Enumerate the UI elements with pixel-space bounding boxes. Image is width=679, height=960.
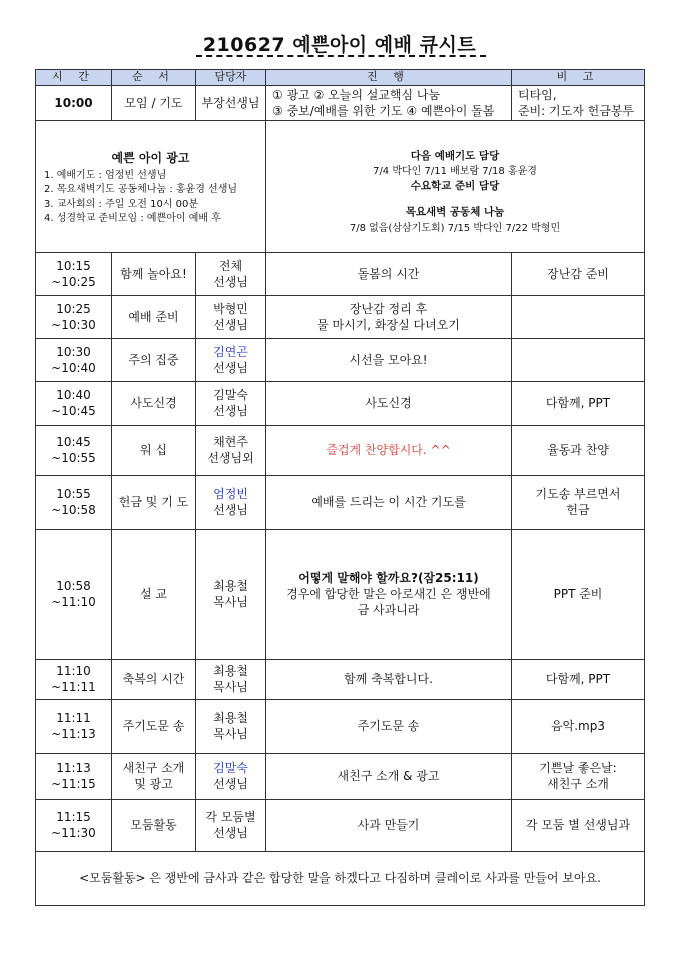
person-name: 최용철 xyxy=(213,579,248,594)
meeting-note xyxy=(512,85,645,120)
order-cell xyxy=(112,425,196,475)
note-text: 각 모둠 별 선생님과 xyxy=(525,818,631,833)
person-cell xyxy=(196,252,266,295)
person-name: 박형민 xyxy=(213,301,248,316)
note-cell xyxy=(512,699,645,753)
progress-cell xyxy=(266,425,512,475)
meeting-note-line2: 준비: 기도자 헌금봉투 xyxy=(518,103,635,118)
meeting-progress-line1: ① 광고 ② 오늘의 설교핵심 나눔 xyxy=(272,87,441,102)
person-cell xyxy=(196,699,266,753)
meeting-time: 10:00 xyxy=(36,85,112,120)
progress-text: 돌봄의 시간 xyxy=(357,266,420,281)
person-role: 선생님 xyxy=(213,274,248,289)
time-end: ~10:30 xyxy=(51,317,96,332)
progress-text: 주기도문 송 xyxy=(357,719,420,734)
order-label: 주기도문 송 xyxy=(122,719,185,734)
person-role: 선생님 xyxy=(213,777,248,792)
time-cell xyxy=(36,295,112,338)
header-time: 시 간 xyxy=(36,70,112,86)
person-cell xyxy=(196,799,266,851)
schedule-row xyxy=(36,659,645,699)
announcement-item: 4. 성경학교 준비모임 : 예쁜아이 예배 후 xyxy=(44,213,221,225)
person-name: 각 모둠별 xyxy=(205,810,256,825)
header-progress: 진 행 xyxy=(266,70,512,86)
time-start: 10:40 xyxy=(56,388,91,403)
schedule-row xyxy=(36,425,645,475)
progress-cell xyxy=(266,659,512,699)
time-start: 11:13 xyxy=(56,761,91,776)
person-role: 목사님 xyxy=(213,680,248,695)
schedule-row xyxy=(36,295,645,338)
time-end: ~11:11 xyxy=(51,680,96,695)
note-text: 기도송 부르면서 xyxy=(535,487,621,502)
person-cell xyxy=(196,381,266,425)
time-start: 10:15 xyxy=(56,258,91,273)
order-cell xyxy=(112,529,196,659)
progress-cell xyxy=(266,475,512,529)
footer-row xyxy=(36,851,645,905)
schedule-row xyxy=(36,381,645,425)
progress-text: 사도신경 xyxy=(365,396,412,411)
order-cell xyxy=(112,252,196,295)
announcements-list xyxy=(39,166,262,227)
time-start: 10:55 xyxy=(56,487,91,502)
order-label: 축복의 시간 xyxy=(122,672,185,687)
progress-text: 사과 만들기 xyxy=(357,818,420,833)
sermon-title: 어떻게 말해야 할까요?(잠25:11) xyxy=(298,571,479,586)
time-end: ~11:15 xyxy=(51,777,96,792)
person-name: 채현주 xyxy=(213,435,248,450)
meeting-progress-line2: ③ 중보/예배를 위한 기도 ④ 예쁜아이 돌봄 xyxy=(272,103,495,118)
time-start: 11:10 xyxy=(56,664,91,679)
time-start: 10:30 xyxy=(56,344,91,359)
order-cell xyxy=(112,381,196,425)
header-order: 순 서 xyxy=(112,70,196,86)
order-cell xyxy=(112,295,196,338)
announcement-item: 2. 목요새벽기도 공동체나눔 : 홍윤경 선생님 xyxy=(44,184,238,196)
meeting-person: 부장선생님 xyxy=(196,85,266,120)
next-duties-cell xyxy=(266,120,645,252)
note-text: 장난감 준비 xyxy=(547,266,609,281)
order-cell xyxy=(112,799,196,851)
progress-cell xyxy=(266,753,512,799)
notice-row xyxy=(36,120,645,252)
person-role: 선생님외 xyxy=(207,451,254,466)
person-role: 목사님 xyxy=(213,595,248,610)
progress-text: 즐겁게 찬양합시다. ^^ xyxy=(326,443,451,458)
announcements-cell xyxy=(36,120,266,252)
sermon-verse-line1: 경우에 합당한 말은 아로새긴 은 쟁반에 xyxy=(286,587,491,602)
time-cell xyxy=(36,381,112,425)
order-label: 주의 집중 xyxy=(128,352,179,367)
schedule-row xyxy=(36,475,645,529)
schedule-row xyxy=(36,529,645,659)
schedule-row xyxy=(36,699,645,753)
order-cell xyxy=(112,475,196,529)
note-text: PPT 준비 xyxy=(553,587,603,602)
time-end: ~11:13 xyxy=(51,727,96,742)
time-cell xyxy=(36,659,112,699)
note-cell xyxy=(512,295,645,338)
progress-cell xyxy=(266,699,512,753)
person-cell xyxy=(196,425,266,475)
progress-text: 새친구 소개 & 광고 xyxy=(337,769,440,784)
time-cell xyxy=(36,753,112,799)
note-cell xyxy=(512,475,645,529)
time-cell xyxy=(36,338,112,381)
person-cell xyxy=(196,659,266,699)
progress-cell xyxy=(266,295,512,338)
time-cell xyxy=(36,529,112,659)
person-name: 전체 xyxy=(218,258,243,273)
schedule-row xyxy=(36,799,645,851)
progress-cell xyxy=(266,799,512,851)
progress-cell xyxy=(266,529,512,659)
time-start: 11:11 xyxy=(56,711,91,726)
time-end: ~10:58 xyxy=(51,503,96,518)
person-cell xyxy=(196,529,266,659)
time-cell xyxy=(36,252,112,295)
meeting-order: 모임 / 기도 xyxy=(112,85,196,120)
person-cell xyxy=(196,295,266,338)
person-name: 김말숙 xyxy=(213,388,248,403)
cue-sheet-table xyxy=(35,69,645,906)
announcement-item: 1. 예배기도 : 엄정빈 선생님 xyxy=(44,169,167,181)
announcement-item: 3. 교사회의 : 주일 오전 10시 00분 xyxy=(44,198,199,210)
schedule-row xyxy=(36,252,645,295)
prayer-duty-title: 다음 예배기도 담당 xyxy=(410,149,500,162)
thursday-sharing-title: 목요새벽 공동체 나눔 xyxy=(405,206,505,219)
time-end: ~10:40 xyxy=(51,360,96,375)
note-cell xyxy=(512,659,645,699)
person-cell xyxy=(196,475,266,529)
note-text-2: 새친구 소개 xyxy=(547,777,609,792)
note-text: 다함께, PPT xyxy=(545,672,611,687)
order-cell xyxy=(112,338,196,381)
time-start: 10:45 xyxy=(56,435,91,450)
person-role: 선생님 xyxy=(213,404,248,419)
note-text: 기쁜날 좋은날: xyxy=(539,761,617,776)
note-cell xyxy=(512,753,645,799)
note-text: 음악.mp3 xyxy=(551,719,605,734)
person-name: 엄정빈 xyxy=(213,487,248,502)
time-cell xyxy=(36,425,112,475)
progress-text: 함께 축복합니다. xyxy=(344,672,433,687)
note-text: 다함께, PPT xyxy=(545,396,611,411)
person-role: 목사님 xyxy=(213,727,248,742)
schedule-row xyxy=(36,338,645,381)
order-label: 모둠활동 xyxy=(130,818,177,833)
time-end: ~10:45 xyxy=(51,404,96,419)
order-cell xyxy=(112,753,196,799)
person-name: 최용철 xyxy=(213,711,248,726)
order-label: 워 십 xyxy=(140,443,167,458)
progress-cell xyxy=(266,338,512,381)
time-cell xyxy=(36,799,112,851)
note-cell xyxy=(512,338,645,381)
thursday-sharing-list: 7/8 없음(삼삼기도회) 7/15 박다인 7/22 박형민 xyxy=(349,222,561,234)
schedule-row xyxy=(36,753,645,799)
note-cell xyxy=(512,252,645,295)
time-cell xyxy=(36,475,112,529)
header-note: 비 고 xyxy=(512,70,645,86)
time-end: ~11:10 xyxy=(51,595,96,610)
order-cell xyxy=(112,659,196,699)
time-start: 10:25 xyxy=(56,301,91,316)
person-name: 김연곤 xyxy=(213,344,248,359)
progress-cell xyxy=(266,252,512,295)
note-cell xyxy=(512,529,645,659)
order-label: 함께 놀아요! xyxy=(120,266,187,281)
wednesday-duty-title: 수요학교 준비 담당 xyxy=(410,180,500,193)
prayer-duty-list: 7/4 박다인 7/11 배보람 7/18 홍윤경 xyxy=(373,166,537,178)
order-label: 예배 준비 xyxy=(128,309,179,324)
time-end: ~11:30 xyxy=(51,826,96,841)
note-cell xyxy=(512,799,645,851)
order-cell xyxy=(112,699,196,753)
meeting-note-line1: 티타임, xyxy=(518,87,557,102)
note-cell xyxy=(512,381,645,425)
progress-cell xyxy=(266,381,512,425)
footer-note: <모둠활동> 은 쟁반에 금사과 같은 합당한 말을 하겠다고 다짐하며 클레이로 사과를 만들어 보아요. xyxy=(36,851,645,905)
time-start: 11:15 xyxy=(56,810,91,825)
header-row xyxy=(36,70,645,86)
order-label: 새친구 소개 및 광고 xyxy=(122,761,185,792)
progress-text: 장난감 정리 후 xyxy=(349,301,428,316)
person-cell xyxy=(196,753,266,799)
person-role: 선생님 xyxy=(213,826,248,841)
time-end: ~10:25 xyxy=(51,274,96,289)
note-text: 율동과 찬양 xyxy=(547,443,609,458)
person-name: 최용철 xyxy=(213,664,248,679)
announcements-title: 예쁜 아이 광고 xyxy=(111,150,190,165)
progress-text: 시선을 모아요! xyxy=(349,352,428,367)
time-start: 10:58 xyxy=(56,579,91,594)
meeting-progress xyxy=(266,85,512,120)
header-person: 담당자 xyxy=(196,70,266,86)
time-end: ~10:55 xyxy=(51,451,96,466)
person-role: 선생님 xyxy=(213,317,248,332)
person-cell xyxy=(196,338,266,381)
title-underline xyxy=(196,55,486,57)
order-label: 설 교 xyxy=(140,587,167,602)
page-title: 210627 예쁜아이 예배 큐시트 xyxy=(202,34,477,56)
order-label: 헌금 및 기 도 xyxy=(118,495,189,510)
order-label: 사도신경 xyxy=(130,396,177,411)
progress-text: 예배를 드리는 이 시간 기도를 xyxy=(311,495,466,510)
meeting-row xyxy=(36,85,645,120)
person-role: 선생님 xyxy=(213,360,248,375)
note-text-2: 헌금 xyxy=(566,503,590,518)
note-cell xyxy=(512,425,645,475)
person-name: 김말숙 xyxy=(213,761,248,776)
sermon-verse-line2: 금 사과니라 xyxy=(357,603,420,618)
progress-text-2: 물 마시기, 화장실 다녀오기 xyxy=(317,317,460,332)
time-cell xyxy=(36,699,112,753)
person-role: 선생님 xyxy=(213,503,248,518)
